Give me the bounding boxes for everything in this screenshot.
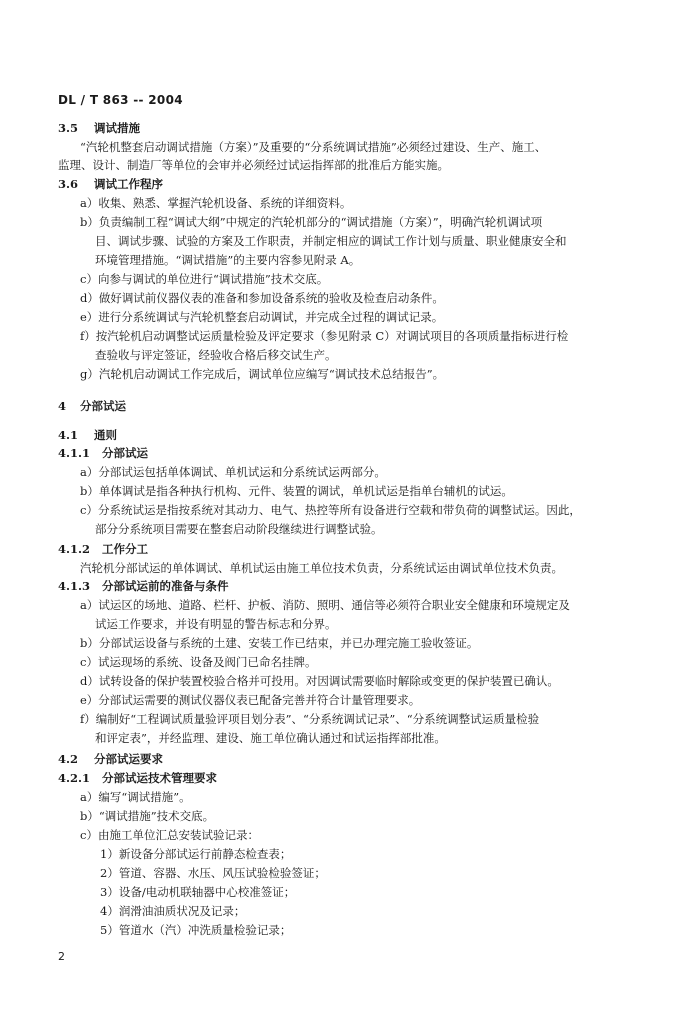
list-item: a）收集、熟悉、掌握汽轮机设备、系统的详细资料。 [80,196,352,210]
list-item: b）单体调试是指各种执行机构、元件、装置的调试，单机试运是指单台辅机的试运。 [80,484,513,498]
section-title: 工作分工 [102,542,148,556]
list-item-continuation: 试运工作要求，并设有明显的警告标志和分界。 [95,617,337,631]
section-title: 分部试运 [102,446,148,460]
list-item: c）由施工单位汇总安装试验记录： [80,828,259,842]
list-item: g）汽轮机启动调试工作完成后，调试单位应编写“调试技术总结报告”。 [80,367,445,381]
list-item-continuation: 目、调试步骤、试验的方案及工作职责，并制定相应的调试工作计划与质量、职业健康安全和 [95,234,567,248]
section-title: 调试措施 [94,121,140,135]
list-item: c）向参与调试的单位进行“调试措施”技术交底。 [80,272,329,286]
section-number: 3.5 [58,121,79,135]
list-item-continuation: 环境管理措施。“调试措施”的主要内容参见附录 A。 [95,253,361,267]
list-item: e）分部试运需要的测试仪器仪表已配备完善并符合计量管理要求。 [80,693,421,707]
section-number: 4.1.2 [58,542,91,556]
section-4-1-heading [58,428,117,442]
section-number: 4.1.1 [58,446,91,460]
section-number: 3.6 [58,177,79,191]
section-number: 4.2.1 [58,771,91,785]
section-title: 调试工作程序 [94,177,163,191]
list-item-continuation: 和评定表”，并经监理、建设、施工单位确认通过和试运指挥部批准。 [95,731,446,745]
list-item: c）分系统试运是指按系统对其动力、电气、热控等所有设备进行空载和带负荷的调整试运。因此， [80,503,581,517]
sub-list-item: 4）润滑油油质状况及记录； [100,904,246,918]
section-4-1-2-heading [58,542,148,556]
sub-list-item: 1）新设备分部试运行前静态检查表； [100,847,292,861]
list-item: a）编写“调试措施”。 [80,790,191,804]
list-item: b）负责编制工程“调试大纲”中规定的汽轮机部分的“调试措施（方案）”，明确汽轮机调试项 [80,215,543,229]
section-number: 4.1 [58,428,79,442]
section-title: 分部试运 [80,399,126,413]
list-item: f）编制好“工程调试质量验评项目划分表”、“分系统调试记录”、“分系统调整试运质量检验 [80,712,540,726]
page-number: 2 [58,950,65,963]
list-item: d）做好调试前仪器仪表的准备和参加设备系统的验收及检查启动条件。 [80,291,444,305]
list-item-continuation: 部分分系统项目需要在整套启动阶段继续进行调整试验。 [95,522,383,536]
list-item: e）进行分系统调试与汽轮机整套启动调试，并完成全过程的调试记录。 [80,310,444,324]
section-4-1-1-heading [58,446,148,460]
standard-number-header: DL / T 863 -- 2004 [58,93,183,107]
section-title: 分部试运要求 [94,752,163,766]
list-item: f）按汽轮机启动调整试运质量检验及评定要求（参见附录 C）对调试项目的各项质量指标进行检 [80,329,569,343]
section-3-6-heading [58,177,163,191]
list-item-continuation: 查验收与评定签证，经验收合格后移交试生产。 [95,348,337,362]
section-4-2-1-heading [58,771,217,785]
list-item: c）试运现场的系统、设备及阀门已命名挂牌。 [80,655,317,669]
list-item: a）分部试运包括单体调试、单机试运和分系统试运两部分。 [80,465,386,479]
section-number: 4.1.3 [58,579,91,593]
section-number: 4 [58,399,67,413]
section-title: 分部试运技术管理要求 [102,771,217,785]
sub-list-item: 5）管道水（汽）冲洗质量检验记录； [100,923,292,937]
section-title: 分部试运前的准备与条件 [102,579,229,593]
paragraph-line: 汽轮机分部试运的单体调试、单机试运由施工单位技术负责，分系统试运由调试单位技术负责。 [80,561,563,575]
section-3-5-heading [58,121,140,135]
list-item: a）试运区的场地、道路、栏杆、护板、消防、照明、通信等必须符合职业安全健康和环境规定及 [80,598,570,612]
section-4-1-3-heading [58,579,229,593]
list-item: b）分部试运设备与系统的土建、安装工作已结束，并已办理完施工验收签证。 [80,636,479,650]
list-item: b）“调试措施”技术交底。 [80,809,215,823]
paragraph-line: “汽轮机整套启动调试措施（方案）”及重要的“分系统调试措施”必须经过建设、生产、施工、 [80,140,547,154]
chapter-4-heading [58,399,126,413]
sub-list-item: 2）管道、容器、水压、风压试验检验签证； [100,866,326,880]
section-4-2-heading [58,752,163,766]
section-title: 通则 [94,428,117,442]
sub-list-item: 3）设备/电动机联轴器中心校准签证； [100,885,296,899]
list-item: d）试转设备的保护装置校验合格并可投用。对因调试需要临时解除或变更的保护装置已确认。 [80,674,559,688]
paragraph-line: 监理、设计、制造厂等单位的会审并必须经过试运指挥部的批准后方能实施。 [58,158,449,172]
section-number: 4.2 [58,752,79,766]
